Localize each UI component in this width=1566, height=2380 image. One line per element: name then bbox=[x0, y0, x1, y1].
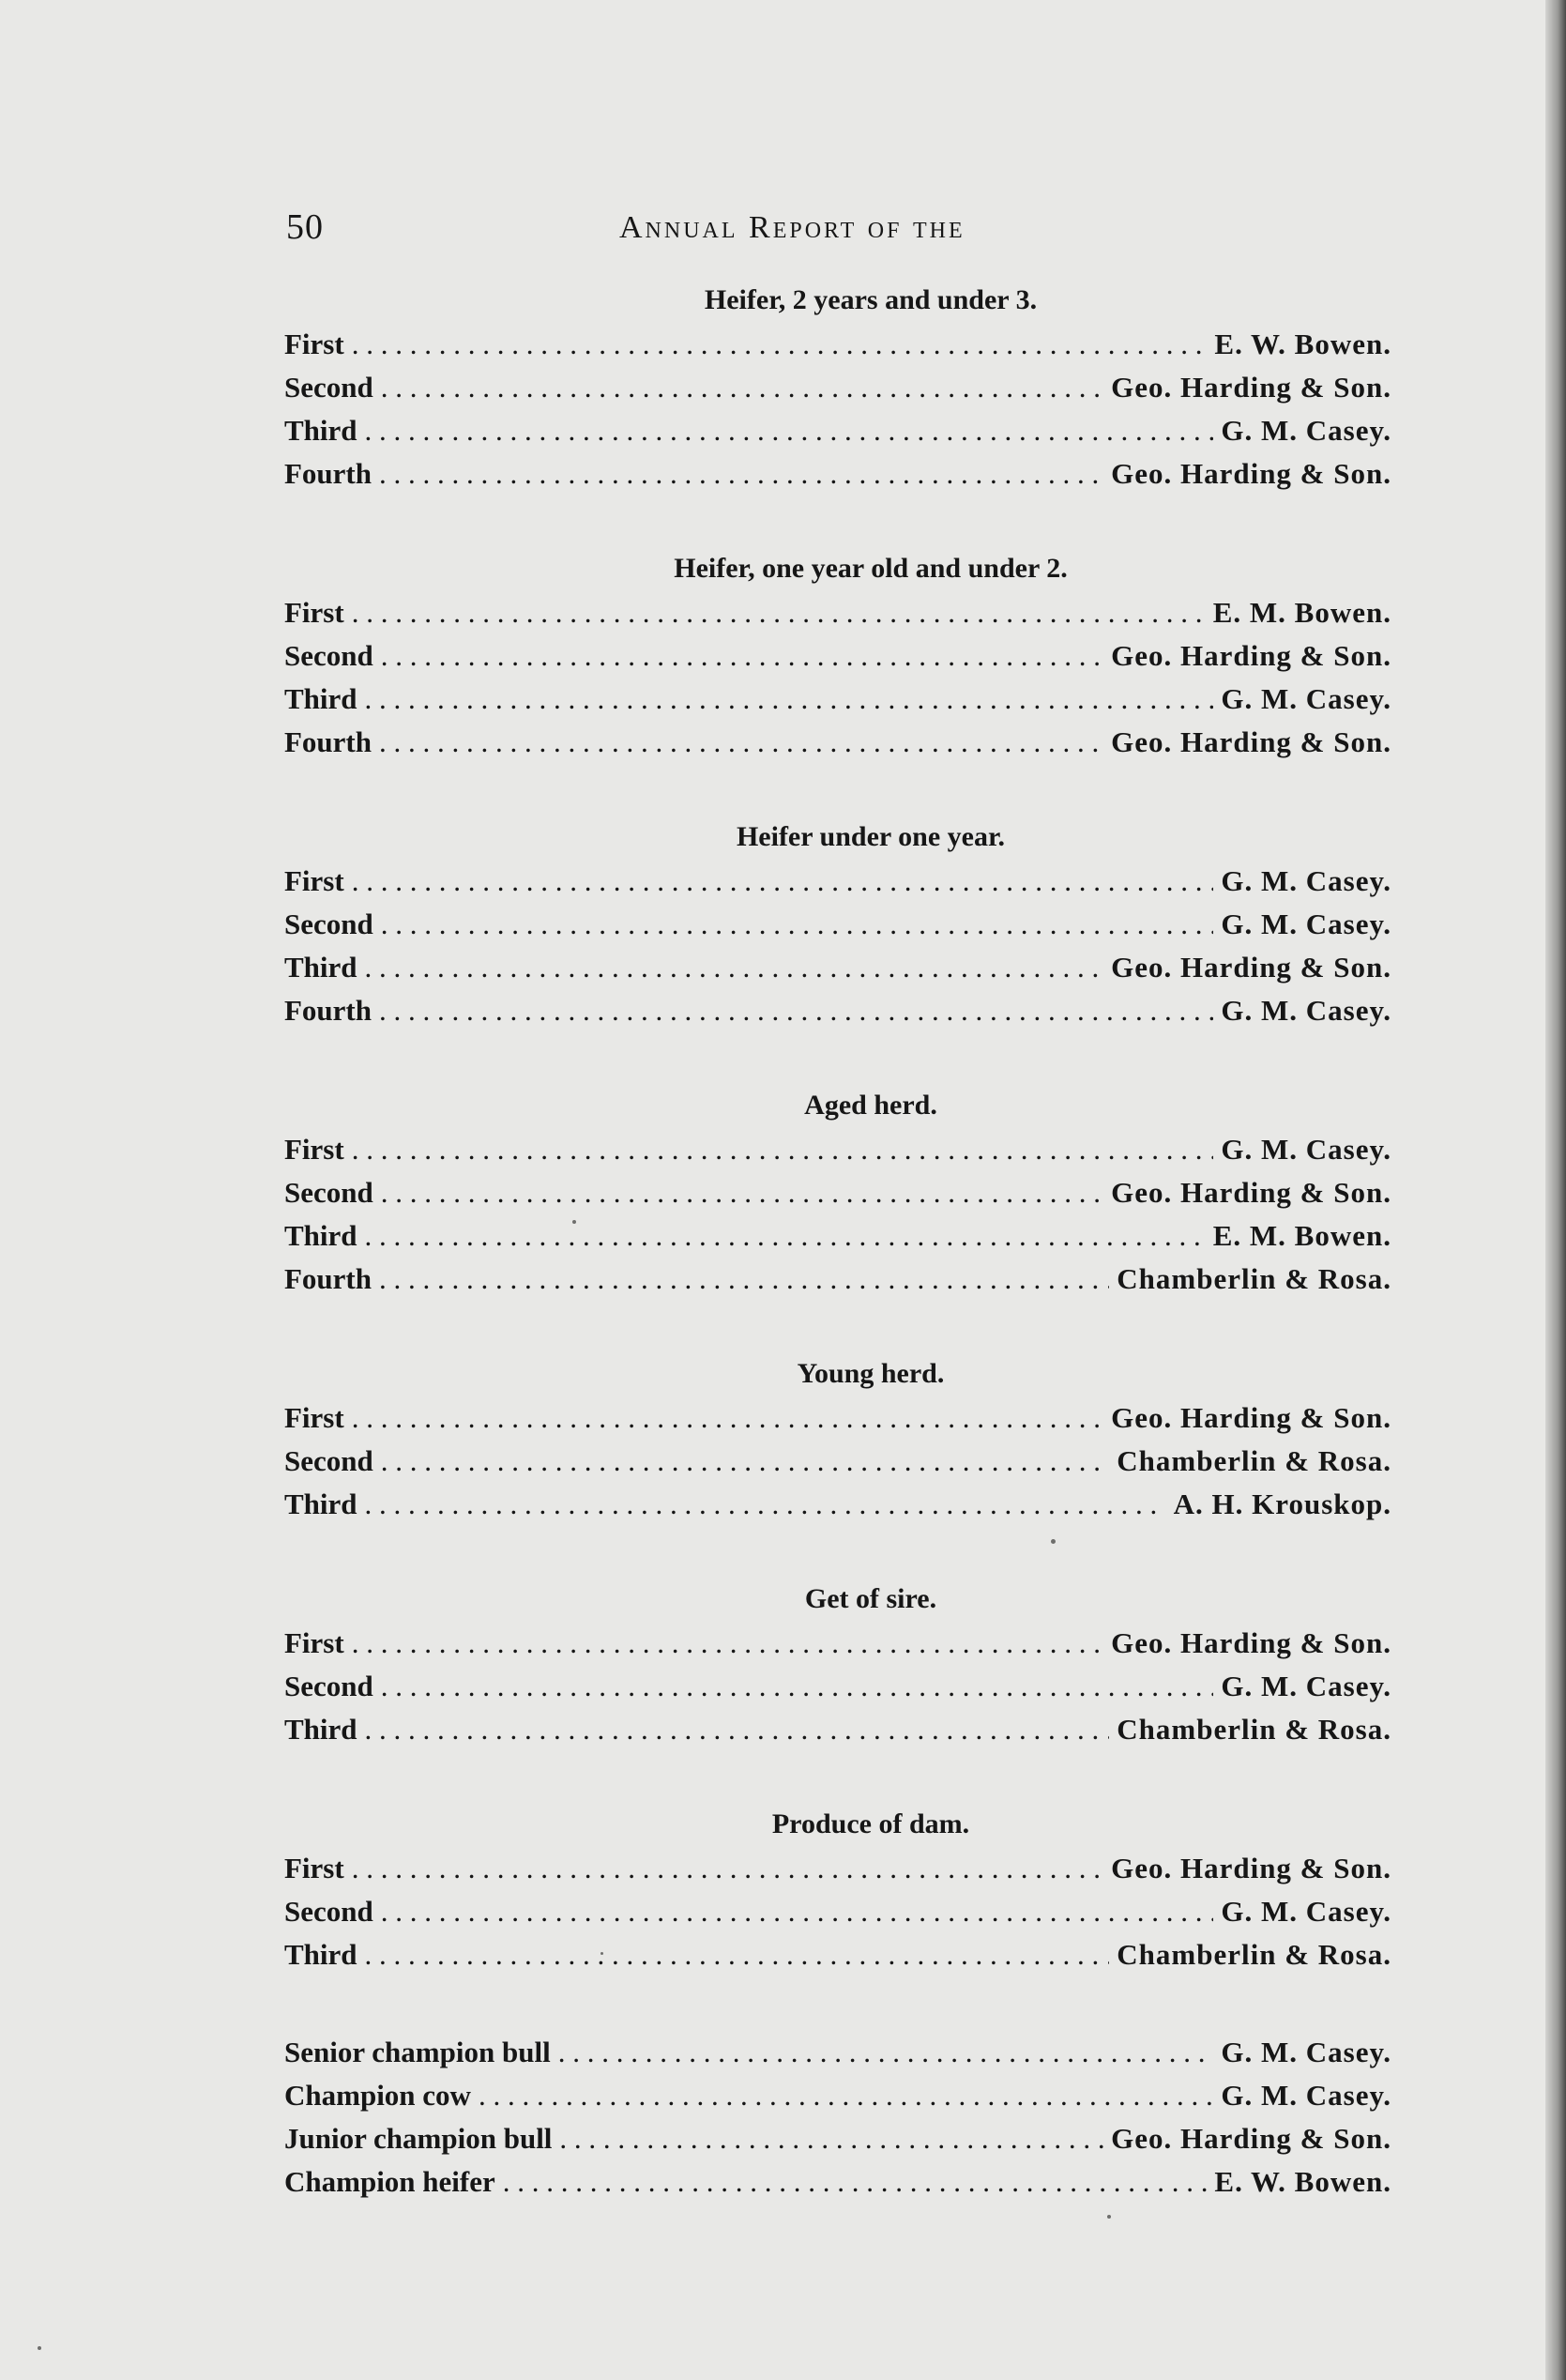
page-number: 50 bbox=[286, 207, 324, 247]
running-head: Annual Report of the bbox=[619, 210, 965, 245]
award-row bbox=[284, 1933, 1391, 1976]
dot-leader bbox=[381, 903, 1214, 946]
winner-name: G. M. Casey. bbox=[1221, 682, 1391, 715]
award-section bbox=[284, 818, 1391, 1032]
award-section bbox=[284, 282, 1391, 496]
award-section bbox=[284, 550, 1391, 764]
award-row bbox=[284, 903, 1391, 946]
dot-leader bbox=[352, 323, 1208, 366]
awards-list bbox=[284, 282, 1391, 2258]
dot-leader bbox=[365, 1214, 1206, 1258]
dot-leader bbox=[381, 1440, 1110, 1483]
place-label: Third bbox=[284, 682, 357, 715]
page-edge-shadow bbox=[1545, 0, 1566, 2380]
place-label: First bbox=[284, 1626, 344, 1659]
place-label: Third bbox=[284, 414, 357, 447]
place-label: Third bbox=[284, 951, 357, 984]
place-label: Second bbox=[284, 1444, 373, 1477]
page-header bbox=[286, 206, 1393, 263]
winner-name: E. W. Bowen. bbox=[1214, 328, 1391, 360]
award-row bbox=[284, 323, 1391, 366]
place-label: First bbox=[284, 328, 344, 360]
dot-leader bbox=[365, 946, 1104, 989]
dot-leader bbox=[379, 1258, 1109, 1301]
award-label: Junior champion bull bbox=[284, 2122, 553, 2155]
dot-leader bbox=[558, 2031, 1214, 2074]
dot-leader bbox=[379, 452, 1103, 496]
award-row bbox=[284, 1708, 1391, 1751]
place-label: Third bbox=[284, 1488, 357, 1520]
place-label: First bbox=[284, 864, 344, 897]
place-label: First bbox=[284, 1401, 344, 1434]
award-row bbox=[284, 1396, 1391, 1440]
winner-name: Geo. Harding & Son. bbox=[1111, 1401, 1391, 1434]
winner-name: Chamberlin & Rosa. bbox=[1117, 1444, 1391, 1477]
dot-leader bbox=[352, 591, 1206, 634]
section-title: Produce of dam. bbox=[771, 1808, 970, 1839]
dot-leader bbox=[365, 409, 1214, 452]
dot-leader bbox=[352, 1396, 1103, 1440]
championship-section bbox=[284, 2031, 1391, 2204]
award-row bbox=[284, 1622, 1391, 1665]
winner-name: Geo. Harding & Son. bbox=[1111, 1176, 1391, 1209]
award-row bbox=[284, 1128, 1391, 1171]
winner-name: Geo. Harding & Son. bbox=[1111, 725, 1391, 758]
award-row bbox=[284, 860, 1391, 903]
dot-leader bbox=[365, 1483, 1166, 1526]
dot-leader bbox=[379, 721, 1103, 764]
paper-speck bbox=[572, 1220, 576, 1224]
paper-speck bbox=[1107, 2215, 1111, 2219]
place-label: Second bbox=[284, 371, 373, 404]
winner-name: Geo. Harding & Son. bbox=[1111, 1626, 1391, 1659]
award-row bbox=[284, 1171, 1391, 1214]
award-section bbox=[284, 1355, 1391, 1526]
winner-name: Geo. Harding & Son. bbox=[1111, 457, 1391, 490]
dot-leader bbox=[381, 1171, 1103, 1214]
award-row bbox=[284, 1258, 1391, 1301]
section-title: Young herd. bbox=[797, 1358, 945, 1389]
place-label: Third bbox=[284, 1219, 357, 1252]
winner-name: G. M. Casey. bbox=[1221, 1133, 1391, 1166]
award-row bbox=[284, 678, 1391, 721]
winner-name: A. H. Krouskop. bbox=[1173, 1488, 1391, 1520]
place-label: First bbox=[284, 596, 344, 629]
championship-row bbox=[284, 2117, 1391, 2160]
winner-name: E. M. Bowen. bbox=[1212, 596, 1391, 629]
paper-speck bbox=[38, 2346, 41, 2350]
award-row bbox=[284, 452, 1391, 496]
place-label: Third bbox=[284, 1938, 357, 1971]
place-label: Second bbox=[284, 1176, 373, 1209]
dot-leader bbox=[479, 2074, 1213, 2117]
winner-name: E. M. Bowen. bbox=[1212, 1219, 1391, 1252]
place-label: Fourth bbox=[284, 457, 372, 490]
award-row bbox=[284, 1665, 1391, 1708]
dot-leader bbox=[503, 2160, 1208, 2204]
dot-leader bbox=[365, 1708, 1110, 1751]
winner-name: Chamberlin & Rosa. bbox=[1117, 1713, 1391, 1746]
dot-leader bbox=[352, 1847, 1103, 1890]
place-label: Fourth bbox=[284, 1262, 372, 1295]
section-title: Heifer, 2 years and under 3. bbox=[704, 284, 1038, 315]
dot-leader bbox=[381, 1890, 1214, 1933]
place-label: Second bbox=[284, 908, 373, 940]
winner-name: Geo. Harding & Son. bbox=[1111, 639, 1391, 672]
award-row bbox=[284, 366, 1391, 409]
dot-leader bbox=[365, 1933, 1110, 1976]
award-row bbox=[284, 721, 1391, 764]
place-label: First bbox=[284, 1852, 344, 1884]
award-section bbox=[284, 1087, 1391, 1301]
championship-row bbox=[284, 2160, 1391, 2204]
place-label: Second bbox=[284, 1895, 373, 1928]
award-section bbox=[284, 1806, 1391, 1976]
paper-speck bbox=[601, 1952, 603, 1955]
dot-leader bbox=[559, 2117, 1103, 2160]
winner-name: G. M. Casey. bbox=[1221, 1895, 1391, 1928]
place-label: Fourth bbox=[284, 994, 372, 1027]
winner-name: G. M. Casey. bbox=[1221, 994, 1391, 1027]
winner-name: Geo. Harding & Son. bbox=[1111, 1852, 1391, 1884]
award-row bbox=[284, 1214, 1391, 1258]
dot-leader bbox=[352, 860, 1214, 903]
award-row bbox=[284, 1440, 1391, 1483]
award-row bbox=[284, 1483, 1391, 1526]
championship-row bbox=[284, 2074, 1391, 2117]
winner-name: Geo. Harding & Son. bbox=[1111, 2122, 1391, 2155]
award-row bbox=[284, 1890, 1391, 1933]
award-row bbox=[284, 1847, 1391, 1890]
award-row bbox=[284, 634, 1391, 678]
section-title: Heifer under one year. bbox=[736, 821, 1006, 852]
award-section bbox=[284, 1580, 1391, 1751]
winner-name: Geo. Harding & Son. bbox=[1111, 951, 1391, 984]
winner-name: G. M. Casey. bbox=[1221, 908, 1391, 940]
winner-name: Geo. Harding & Son. bbox=[1111, 371, 1391, 404]
award-row bbox=[284, 409, 1391, 452]
award-row bbox=[284, 989, 1391, 1032]
section-title: Aged herd. bbox=[804, 1090, 937, 1121]
award-row bbox=[284, 946, 1391, 989]
award-label: Champion heifer bbox=[284, 2165, 495, 2198]
dot-leader bbox=[381, 366, 1103, 409]
place-label: Third bbox=[284, 1713, 357, 1746]
winner-name: Chamberlin & Rosa. bbox=[1117, 1262, 1391, 1295]
place-label: Second bbox=[284, 639, 373, 672]
place-label: First bbox=[284, 1133, 344, 1166]
championship-row bbox=[284, 2031, 1391, 2074]
award-label: Senior champion bull bbox=[284, 2036, 551, 2068]
dot-leader bbox=[381, 634, 1103, 678]
dot-leader bbox=[381, 1665, 1214, 1708]
section-title: Get of sire. bbox=[804, 1583, 937, 1614]
section-title: Heifer, one year old and under 2. bbox=[674, 553, 1068, 584]
paper-speck bbox=[1051, 1539, 1056, 1544]
winner-name: G. M. Casey. bbox=[1221, 2036, 1391, 2068]
winner-name: Chamberlin & Rosa. bbox=[1117, 1938, 1391, 1971]
winner-name: G. M. Casey. bbox=[1221, 1670, 1391, 1702]
place-label: Second bbox=[284, 1670, 373, 1702]
winner-name: G. M. Casey. bbox=[1221, 2079, 1391, 2112]
winner-name: G. M. Casey. bbox=[1221, 864, 1391, 897]
place-label: Fourth bbox=[284, 725, 372, 758]
winner-name: E. W. Bowen. bbox=[1214, 2165, 1391, 2198]
winner-name: G. M. Casey. bbox=[1221, 414, 1391, 447]
award-label: Champion cow bbox=[284, 2079, 471, 2112]
dot-leader bbox=[352, 1128, 1214, 1171]
dot-leader bbox=[379, 989, 1213, 1032]
dot-leader bbox=[365, 678, 1214, 721]
dot-leader bbox=[352, 1622, 1103, 1665]
award-row bbox=[284, 591, 1391, 634]
